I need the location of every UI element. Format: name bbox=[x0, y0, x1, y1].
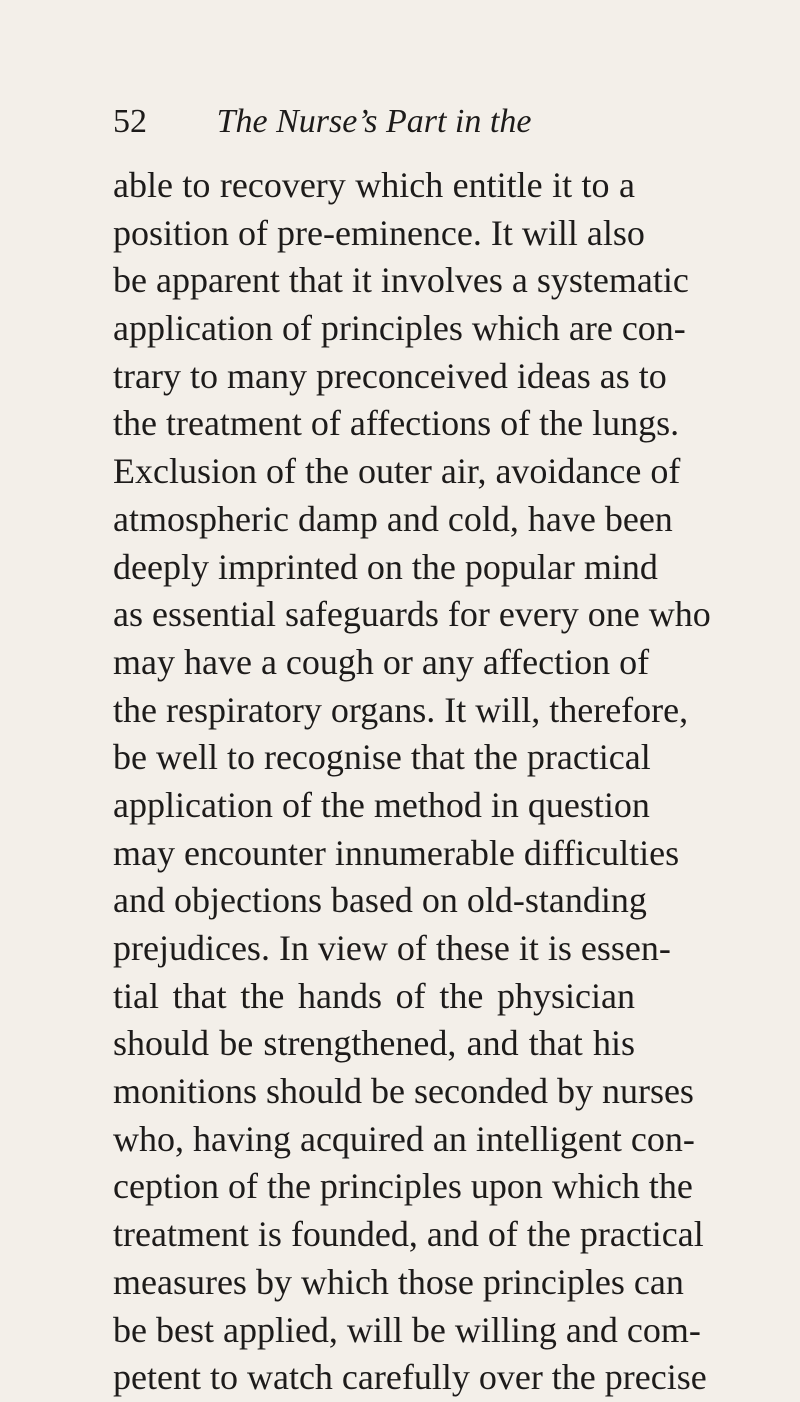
text-line: prejudices. In view of these it is essen- bbox=[113, 928, 671, 968]
text-line: atmospheric damp and cold, have been bbox=[113, 498, 673, 539]
text-line: Exclusion of the outer air, avoidance of bbox=[113, 451, 681, 492]
text-line: be apparent that it involves a systematic bbox=[113, 260, 689, 301]
text-line: the treatment of affections of the lungs. bbox=[113, 403, 680, 444]
text-line: measures by which those principles can bbox=[113, 1261, 684, 1302]
text-line: be well to recognise that the practical bbox=[113, 737, 651, 778]
text-line: be best applied, will be willing and com- bbox=[113, 1309, 701, 1350]
text-line: petent to watch carefully over the precise bbox=[113, 1357, 707, 1398]
text-line: position of pre-eminence. It will also bbox=[113, 212, 645, 253]
text-line: may have a cough or any affection of bbox=[113, 641, 650, 682]
text-line: ception of the principles upon which the bbox=[113, 1166, 693, 1207]
running-head bbox=[113, 100, 635, 144]
running-title: The Nurse’s Part in the bbox=[216, 103, 532, 140]
text-line: application of the method in question bbox=[113, 784, 650, 825]
text-line: should be strengthened, and that his bbox=[113, 1023, 635, 1064]
text-line: monitions should be seconded by nurses bbox=[113, 1071, 694, 1112]
page-number: 52 bbox=[113, 103, 147, 140]
text-line: able to recovery which entitle it to a bbox=[113, 165, 635, 205]
text-line: application of principles which are con- bbox=[113, 308, 686, 349]
text-line: and objections based on old-standing bbox=[113, 880, 647, 921]
body-text bbox=[113, 162, 711, 1402]
text-line: the respiratory organs. It will, therefore, bbox=[113, 689, 689, 730]
text-line: as essential safeguards for every one who bbox=[113, 594, 711, 635]
text-line: trary to many preconceived ideas as to bbox=[113, 355, 667, 396]
text-line: may encounter innumerable difficulties bbox=[113, 832, 680, 873]
text-line: who, having acquired an intelligent con- bbox=[113, 1118, 695, 1159]
text-line: treatment is founded, and of the practical bbox=[113, 1214, 704, 1255]
text-line: deeply imprinted on the popular mind bbox=[113, 546, 658, 587]
text-line: tial that the hands of the physician bbox=[113, 975, 635, 1016]
